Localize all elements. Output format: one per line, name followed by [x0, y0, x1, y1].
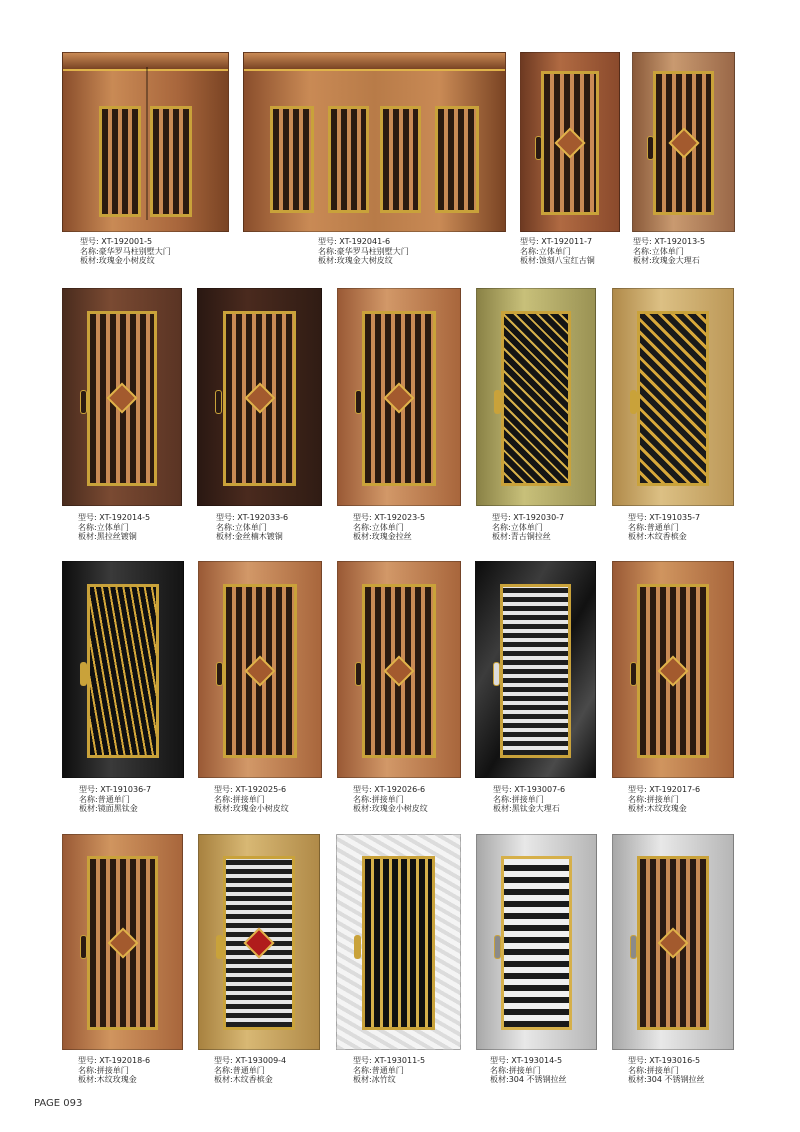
product-caption: 型号: XT-193014-5 名称:拼接单门 板材:304 不锈钢拉丝: [490, 1056, 567, 1084]
product-caption: 型号: XT-193009-4 名称:普通单门 板材:木纹香槟金: [214, 1056, 287, 1084]
door-image: [520, 52, 620, 232]
door-image: [62, 834, 183, 1050]
door-image: [476, 288, 596, 506]
door-image: [243, 52, 506, 232]
door-image: [612, 834, 734, 1050]
door-image: [198, 834, 320, 1050]
product-caption: 型号: XT-192026-6 名称:拼接单门 板材:玫瑰金小树皮纹: [353, 785, 428, 813]
product-caption: 型号: XT-193007-6 名称:拼接单门 板材:黑钛金大理石: [493, 785, 566, 813]
door-image: [476, 834, 597, 1050]
door-image: [475, 561, 596, 778]
page-number: PAGE 093: [34, 1098, 83, 1109]
product-caption: 型号: XT-193011-5 名称:普通单门 板材:冰竹纹: [353, 1056, 426, 1084]
door-image: [337, 288, 461, 506]
product-caption: 型号: XT-192033-6 名称:立体单门 板材:金丝楠木镀铜: [216, 513, 289, 541]
product-caption: 型号: XT-192014-5 名称:立体单门 板材:黑拉丝镀铜: [78, 513, 151, 541]
product-caption: 型号: XT-192013-5 名称:立体单门 板材:玫瑰金大理石: [633, 237, 706, 265]
product-caption: 型号: XT-192041-6 名称:豪华罗马柱别墅大门 板材:玫瑰金大树皮纹: [318, 237, 409, 265]
door-image: [337, 561, 461, 778]
product-caption: 型号: XT-192011-7 名称:立体单门 板材:蚀刻八宝红古铜: [520, 237, 595, 265]
product-caption: 型号: XT-192018-6 名称:拼接单门 板材:木纹玫瑰金: [78, 1056, 151, 1084]
door-image: [62, 52, 229, 232]
product-caption: 型号: XT-192030-7 名称:立体单门 板材:青古铜拉丝: [492, 513, 565, 541]
product-caption: 型号: XT-191035-7 名称:普通单门 板材:木纹香槟金: [628, 513, 701, 541]
door-image: [62, 288, 182, 506]
door-image: [612, 288, 734, 506]
door-image: [197, 288, 322, 506]
door-image: [612, 561, 734, 778]
door-image: [198, 561, 322, 778]
door-image: [62, 561, 184, 778]
door-image: [336, 834, 461, 1050]
door-image: [632, 52, 735, 232]
product-caption: 型号: XT-192001-5 名称:豪华罗马柱别墅大门 板材:玫瑰金小树皮纹: [80, 237, 171, 265]
product-caption: 型号: XT-193016-5 名称:拼接单门 板材:304 不锈钢拉丝: [628, 1056, 705, 1084]
product-caption: 型号: XT-191036-7 名称:普通单门 板材:镜面黑钛金: [79, 785, 152, 813]
product-caption: 型号: XT-192017-6 名称:拼接单门 板材:木纹玫瑰金: [628, 785, 701, 813]
product-caption: 型号: XT-192023-5 名称:立体单门 板材:玫瑰金拉丝: [353, 513, 426, 541]
product-caption: 型号: XT-192025-6 名称:拼接单门 板材:玫瑰金小树皮纹: [214, 785, 289, 813]
